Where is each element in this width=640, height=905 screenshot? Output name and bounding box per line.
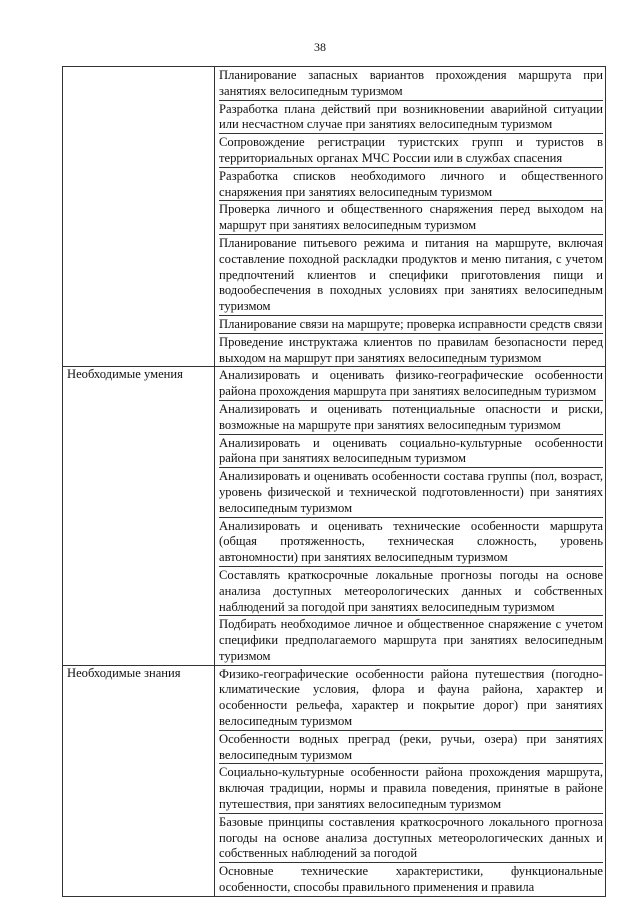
list-item: Анализировать и оценивать социально-культурные особенности района при занятиях велосипедным туризмом [219, 435, 603, 469]
row-items [215, 367, 606, 665]
list-item: Анализировать и оценивать особенности состава группы (пол, возраст, уровень физической и технической подготовленности) при занятиях велосипедным туризмом [219, 468, 603, 517]
list-item: Физико-географические особенности района путешествия (погодно-климатические условия, флора и фауна района, характер и особенности рельефа, характер и покрытие дорог) при занятиях велосипедным туризмом [219, 666, 603, 731]
list-item: Особенности водных преград (реки, ручьи, озера) при занятиях велосипедным туризмом [219, 731, 603, 765]
list-item: Проверка личного и общественного снаряжения перед выходом на маршрут при занятиях велосипедным туризмом [219, 201, 603, 235]
list-item: Планирование питьевого режима и питания на маршруте, включая составление походной раскладки продуктов и меню питания, с учетом предпочтений клиентов и специфики приготовления пищи и водообеспечения в походных условиях при занятиях велосипедным туризмом [219, 235, 603, 316]
row-items [215, 67, 606, 367]
row-label-knowledge: Необходимые знания [63, 665, 215, 896]
list-item: Анализировать и оценивать технические особенности маршрута (общая протяженность, техническая сложность, уровень автономности) при занятиях велосипедным туризмом [219, 518, 603, 567]
list-item: Основные технические характеристики, функциональные особенности, способы правильного применения и правила [219, 864, 603, 895]
row-label [63, 67, 215, 367]
list-item: Базовые принципы составления краткосрочного локального прогноза погоды на основе анализа доступных метеорологических данных и собственных наблюдений за погодой [219, 814, 603, 863]
competency-table [62, 66, 606, 897]
page-number: 38 [314, 40, 326, 54]
list-item: Проведение инструктажа клиентов по правилам безопасности перед выходом на маршрут при занятиях велосипедным туризмом [219, 334, 603, 365]
table-row [63, 67, 606, 367]
list-item: Разработка списков необходимого личного и общественного снаряжения при занятиях велосипедным туризмом [219, 168, 603, 202]
list-item: Анализировать и оценивать потенциальные опасности и риски, возможные на маршруте при занятиях велосипедным туризмом [219, 401, 603, 435]
list-item: Сопровождение регистрации туристских групп и туристов в территориальных органах МЧС России или в службах спасения [219, 134, 603, 168]
list-item: Анализировать и оценивать физико-географические особенности района прохождения маршрута при занятиях велосипедным туризмом [219, 367, 603, 401]
list-item: Составлять краткосрочные локальные прогнозы погоды на основе анализа доступных метеорологических данных и собственных наблюдений за погодой при занятиях велосипедным туризмом [219, 567, 603, 616]
list-item: Разработка плана действий при возникновении аварийной ситуации или несчастном случае при занятиях велосипедным туризмом [219, 101, 603, 135]
list-item: Подбирать необходимое личное и общественное снаряжение с учетом специфики предполагаемого маршрута при занятиях велосипедным туризмом [219, 617, 603, 663]
list-item: Планирование запасных вариантов прохождения маршрута при занятиях велосипедным туризмом [219, 67, 603, 101]
list-item: Социально-культурные особенности района прохождения маршрута, включая традиции, нормы и правила поведения, принятые в районе путешествия, при занятиях велосипедным туризмом [219, 764, 603, 813]
list-item: Планирование связи на маршруте; проверка исправности средств связи [219, 316, 603, 334]
table-row [63, 665, 606, 896]
row-items [215, 665, 606, 896]
table-row [63, 367, 606, 665]
row-label-skills: Необходимые умения [63, 367, 215, 665]
